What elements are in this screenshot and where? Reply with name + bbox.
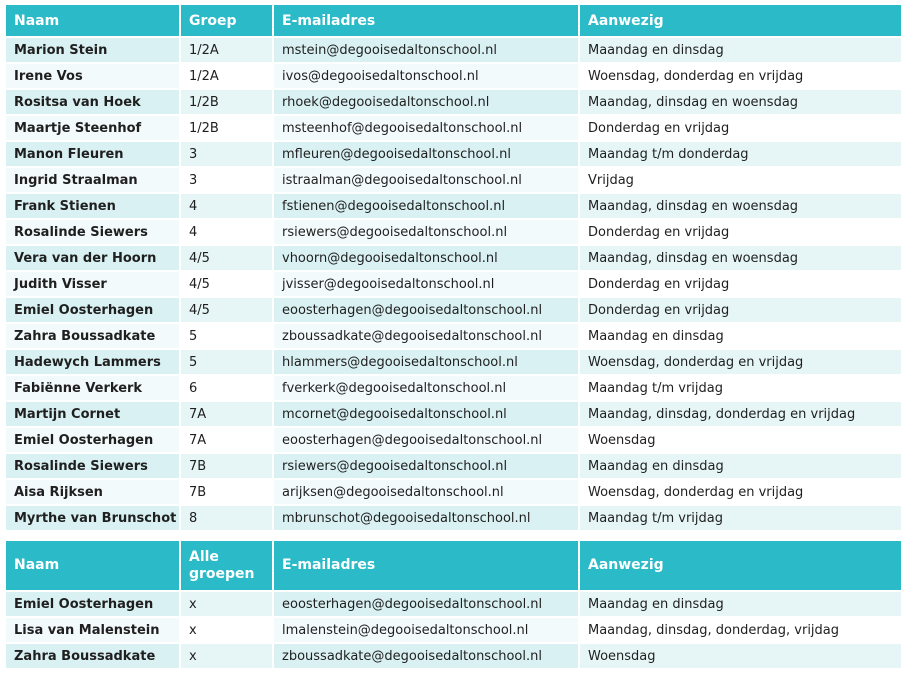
cell-emailadres: mcornet@degooisedaltonschool.nl — [274, 400, 578, 426]
cell-emailadres: rsiewers@degooisedaltonschool.nl — [274, 218, 578, 244]
cell-aanwezig: Maandag t/m vrijdag — [580, 374, 901, 400]
cell-groep: 7A — [181, 426, 272, 452]
cell-groep: 4 — [181, 218, 272, 244]
cell-aanwezig: Maandag en dinsdag — [580, 452, 901, 478]
cell-naam: Emiel Oosterhagen — [6, 590, 179, 616]
cell-aanwezig: Woensdag — [580, 642, 901, 668]
cell-naam: Fabiënne Verkerk — [6, 374, 179, 400]
cell-emailadres: zboussadkate@degooisedaltonschool.nl — [274, 642, 578, 668]
cell-aanwezig: Maandag, dinsdag en woensdag — [580, 244, 901, 270]
cell-naam: Myrthe van Brunschot — [6, 504, 179, 530]
table-row — [6, 192, 901, 218]
staff-table-all-groups — [4, 541, 901, 668]
cell-naam: Hadewych Lammers — [6, 348, 179, 374]
table-header-row — [6, 541, 901, 590]
table-row — [6, 478, 901, 504]
cell-groep: 4 — [181, 192, 272, 218]
cell-aanwezig: Maandag, dinsdag en woensdag — [580, 192, 901, 218]
cell-naam: Marion Stein — [6, 36, 179, 62]
table-row — [6, 114, 901, 140]
cell-groep: x — [181, 616, 272, 642]
cell-emailadres: eoosterhagen@degooisedaltonschool.nl — [274, 590, 578, 616]
cell-aanwezig: Maandag, dinsdag, donderdag en vrijdag — [580, 400, 901, 426]
cell-emailadres: vhoorn@degooisedaltonschool.nl — [274, 244, 578, 270]
cell-groep: 1/2B — [181, 88, 272, 114]
cell-naam: Rosalinde Siewers — [6, 218, 179, 244]
cell-aanwezig: Maandag en dinsdag — [580, 322, 901, 348]
cell-emailadres: eoosterhagen@degooisedaltonschool.nl — [274, 426, 578, 452]
header-emailadres: E-mailadres — [274, 5, 578, 36]
cell-naam: Irene Vos — [6, 62, 179, 88]
cell-groep: 4/5 — [181, 296, 272, 322]
cell-emailadres: fverkerk@degooisedaltonschool.nl — [274, 374, 578, 400]
cell-naam: Judith Visser — [6, 270, 179, 296]
cell-emailadres: lmalenstein@degooisedaltonschool.nl — [274, 616, 578, 642]
cell-groep: x — [181, 642, 272, 668]
cell-naam: Zahra Boussadkate — [6, 322, 179, 348]
table-row — [6, 270, 901, 296]
cell-naam: Zahra Boussadkate — [6, 642, 179, 668]
header-naam: Naam — [6, 541, 179, 590]
header-naam: Naam — [6, 5, 179, 36]
table-row — [6, 166, 901, 192]
table-row — [6, 244, 901, 270]
cell-emailadres: zboussadkate@degooisedaltonschool.nl — [274, 322, 578, 348]
cell-naam: Emiel Oosterhagen — [6, 296, 179, 322]
cell-emailadres: arijksen@degooisedaltonschool.nl — [274, 478, 578, 504]
cell-naam: Manon Fleuren — [6, 140, 179, 166]
cell-emailadres: mbrunschot@degooisedaltonschool.nl — [274, 504, 578, 530]
header-groep: Groep — [181, 5, 272, 36]
table-row — [6, 296, 901, 322]
cell-emailadres: ivos@degooisedaltonschool.nl — [274, 62, 578, 88]
cell-naam: Lisa van Malenstein — [6, 616, 179, 642]
cell-emailadres: rhoek@degooisedaltonschool.nl — [274, 88, 578, 114]
cell-emailadres: mfleuren@degooisedaltonschool.nl — [274, 140, 578, 166]
cell-emailadres: msteenhof@degooisedaltonschool.nl — [274, 114, 578, 140]
table-row — [6, 400, 901, 426]
table-row — [6, 374, 901, 400]
table-row — [6, 426, 901, 452]
table-row — [6, 140, 901, 166]
table-header-row — [6, 5, 901, 36]
cell-aanwezig: Donderdag en vrijdag — [580, 218, 901, 244]
table-row — [6, 218, 901, 244]
cell-aanwezig: Maandag en dinsdag — [580, 590, 901, 616]
cell-naam: Frank Stienen — [6, 192, 179, 218]
cell-naam: Martijn Cornet — [6, 400, 179, 426]
cell-groep: 5 — [181, 348, 272, 374]
header-alle-groepen-text: Alle groepen — [189, 548, 255, 582]
cell-emailadres: fstienen@degooisedaltonschool.nl — [274, 192, 578, 218]
cell-groep: 1/2A — [181, 62, 272, 88]
cell-aanwezig: Maandag, dinsdag en woensdag — [580, 88, 901, 114]
cell-aanwezig: Donderdag en vrijdag — [580, 270, 901, 296]
cell-emailadres: jvisser@degooisedaltonschool.nl — [274, 270, 578, 296]
cell-aanwezig: Maandag t/m vrijdag — [580, 504, 901, 530]
table-row — [6, 642, 901, 668]
cell-groep: 4/5 — [181, 270, 272, 296]
header-alle-groepen — [181, 541, 272, 590]
header-aanwezig: Aanwezig — [580, 5, 901, 36]
cell-emailadres: eoosterhagen@degooisedaltonschool.nl — [274, 296, 578, 322]
cell-groep: 1/2B — [181, 114, 272, 140]
table-row — [6, 348, 901, 374]
cell-aanwezig: Woensdag — [580, 426, 901, 452]
cell-groep: 1/2A — [181, 36, 272, 62]
cell-groep: 3 — [181, 166, 272, 192]
table-row — [6, 88, 901, 114]
cell-naam: Maartje Steenhof — [6, 114, 179, 140]
cell-aanwezig: Vrijdag — [580, 166, 901, 192]
cell-aanwezig: Donderdag en vrijdag — [580, 114, 901, 140]
table-row — [6, 504, 901, 530]
cell-naam: Rositsa van Hoek — [6, 88, 179, 114]
cell-naam: Emiel Oosterhagen — [6, 426, 179, 452]
cell-groep: x — [181, 590, 272, 616]
cell-groep: 8 — [181, 504, 272, 530]
staff-table-groups — [4, 5, 901, 530]
cell-groep: 6 — [181, 374, 272, 400]
cell-aanwezig: Maandag, dinsdag, donderdag, vrijdag — [580, 616, 901, 642]
cell-naam: Ingrid Straalman — [6, 166, 179, 192]
table-row — [6, 322, 901, 348]
header-aanwezig: Aanwezig — [580, 541, 901, 590]
cell-groep: 7A — [181, 400, 272, 426]
table-body — [6, 36, 901, 530]
table-row — [6, 590, 901, 616]
cell-aanwezig: Woensdag, donderdag en vrijdag — [580, 348, 901, 374]
cell-naam: Rosalinde Siewers — [6, 452, 179, 478]
header-emailadres: E-mailadres — [274, 541, 578, 590]
cell-aanwezig: Maandag t/m donderdag — [580, 140, 901, 166]
cell-naam: Vera van der Hoorn — [6, 244, 179, 270]
cell-groep: 4/5 — [181, 244, 272, 270]
cell-emailadres: hlammers@degooisedaltonschool.nl — [274, 348, 578, 374]
cell-emailadres: rsiewers@degooisedaltonschool.nl — [274, 452, 578, 478]
cell-emailadres: mstein@degooisedaltonschool.nl — [274, 36, 578, 62]
cell-groep: 7B — [181, 478, 272, 504]
cell-aanwezig: Woensdag, donderdag en vrijdag — [580, 478, 901, 504]
cell-groep: 5 — [181, 322, 272, 348]
table-body — [6, 590, 901, 668]
cell-naam: Aisa Rijksen — [6, 478, 179, 504]
cell-aanwezig: Donderdag en vrijdag — [580, 296, 901, 322]
table-row — [6, 62, 901, 88]
table-row — [6, 452, 901, 478]
cell-aanwezig: Maandag en dinsdag — [580, 36, 901, 62]
cell-groep: 3 — [181, 140, 272, 166]
table-row — [6, 36, 901, 62]
cell-aanwezig: Woensdag, donderdag en vrijdag — [580, 62, 901, 88]
cell-emailadres: istraalman@degooisedaltonschool.nl — [274, 166, 578, 192]
cell-groep: 7B — [181, 452, 272, 478]
table-row — [6, 616, 901, 642]
